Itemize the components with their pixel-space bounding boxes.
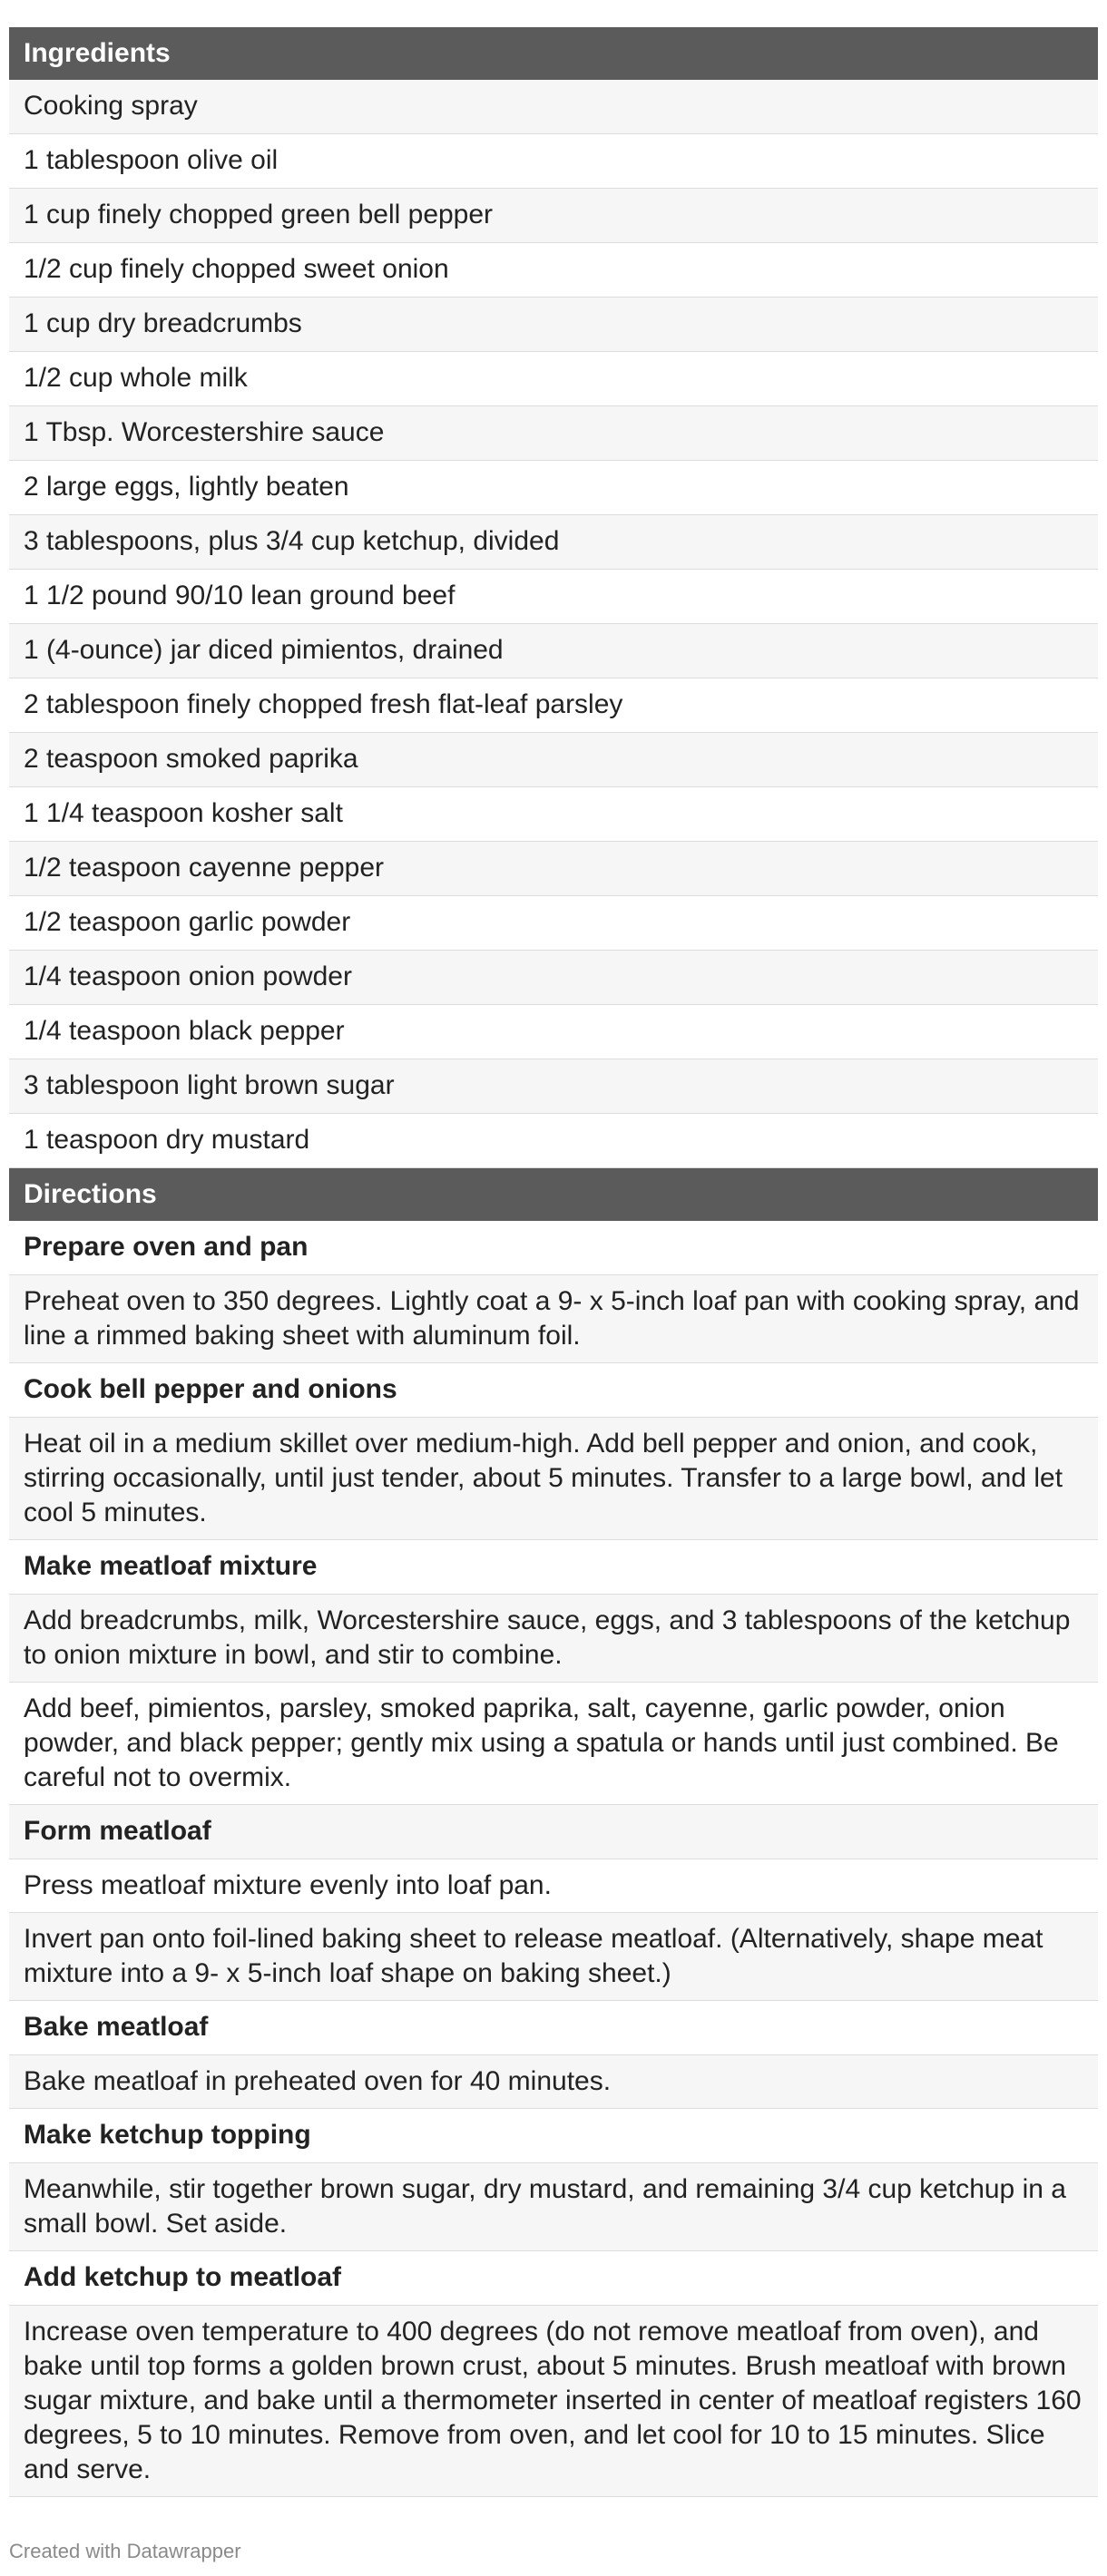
- ingredient-row: 1 Tbsp. Worcestershire sauce: [9, 406, 1098, 461]
- ingredient-row: 1/2 cup finely chopped sweet onion: [9, 243, 1098, 298]
- ingredient-row: 1/2 teaspoon garlic powder: [9, 896, 1098, 951]
- ingredient-row: 1 cup finely chopped green bell pepper: [9, 189, 1098, 243]
- ingredient-row: 2 large eggs, lightly beaten: [9, 461, 1098, 515]
- direction-step-heading: Cook bell pepper and onions: [9, 1363, 1098, 1418]
- ingredient-row: 1/2 cup whole milk: [9, 352, 1098, 406]
- footer-credit: Created with Datawrapper: [9, 2540, 241, 2562]
- directions-list: [9, 1221, 1098, 2497]
- direction-step-text: Increase oven temperature to 400 degrees (do not remove meatloaf from oven), and bake until top forms a golden brown crust, about 5 minutes. Brush meatloaf with brown sugar mixture, and bake until a thermometer inserted in center of meatloaf registers 160 degrees, 5 to 10 minutes. Remove from oven, and let cool for 10 to 15 minutes. Slice and serve.: [9, 2306, 1098, 2497]
- direction-step-text: Add beef, pimientos, parsley, smoked paprika, salt, cayenne, garlic powder, onion powder, and black pepper; gently mix using a spatula or hands until just combined. Be careful not to overmix.: [9, 1683, 1098, 1805]
- direction-step-text: Add breadcrumbs, milk, Worcestershire sauce, eggs, and 3 tablespoons of the ketchup to onion mixture in bowl, and stir to combine.: [9, 1595, 1098, 1683]
- direction-step-text: Invert pan onto foil-lined baking sheet to release meatloaf. (Alternatively, shape meat mixture into a 9- x 5-inch loaf shape on baking sheet.): [9, 1913, 1098, 2001]
- ingredients-list: [9, 80, 1098, 1168]
- ingredient-row: 3 tablespoons, plus 3/4 cup ketchup, divided: [9, 515, 1098, 570]
- direction-step-text: Press meatloaf mixture evenly into loaf pan.: [9, 1859, 1098, 1913]
- ingredient-row: 1 tablespoon olive oil: [9, 134, 1098, 189]
- ingredient-row: 1/4 teaspoon onion powder: [9, 951, 1098, 1005]
- directions-header: Directions: [9, 1168, 1098, 1221]
- direction-step-heading: Make ketchup topping: [9, 2109, 1098, 2163]
- direction-step-text: Preheat oven to 350 degrees. Lightly coat a 9- x 5-inch loaf pan with cooking spray, and line a rimmed baking sheet with aluminum foil.: [9, 1275, 1098, 1363]
- ingredient-row: 1 1/2 pound 90/10 lean ground beef: [9, 570, 1098, 624]
- ingredient-row: Cooking spray: [9, 80, 1098, 134]
- direction-step-text: Heat oil in a medium skillet over medium-high. Add bell pepper and onion, and cook, stirring occasionally, until just tender, about 5 minutes. Transfer to a large bowl, and let cool 5 minutes.: [9, 1418, 1098, 1540]
- ingredient-row: 2 tablespoon finely chopped fresh flat-leaf parsley: [9, 678, 1098, 733]
- ingredients-header: Ingredients: [9, 27, 1098, 80]
- ingredient-row: 1/2 teaspoon cayenne pepper: [9, 842, 1098, 896]
- direction-step-text: Bake meatloaf in preheated oven for 40 minutes.: [9, 2055, 1098, 2109]
- ingredient-row: 1 (4-ounce) jar diced pimientos, drained: [9, 624, 1098, 678]
- direction-step-text: Meanwhile, stir together brown sugar, dry mustard, and remaining 3/4 cup ketchup in a small bowl. Set aside.: [9, 2163, 1098, 2251]
- direction-step-heading: Bake meatloaf: [9, 2001, 1098, 2055]
- ingredient-row: 2 teaspoon smoked paprika: [9, 733, 1098, 787]
- ingredient-row: 1 teaspoon dry mustard: [9, 1114, 1098, 1168]
- recipe-table: [9, 27, 1098, 2497]
- ingredient-row: 3 tablespoon light brown sugar: [9, 1059, 1098, 1114]
- ingredient-row: 1 cup dry breadcrumbs: [9, 298, 1098, 352]
- direction-step-heading: Prepare oven and pan: [9, 1221, 1098, 1275]
- ingredient-row: 1 1/4 teaspoon kosher salt: [9, 787, 1098, 842]
- direction-step-heading: Form meatloaf: [9, 1805, 1098, 1859]
- ingredient-row: 1/4 teaspoon black pepper: [9, 1005, 1098, 1059]
- direction-step-heading: Add ketchup to meatloaf: [9, 2251, 1098, 2306]
- direction-step-heading: Make meatloaf mixture: [9, 1540, 1098, 1595]
